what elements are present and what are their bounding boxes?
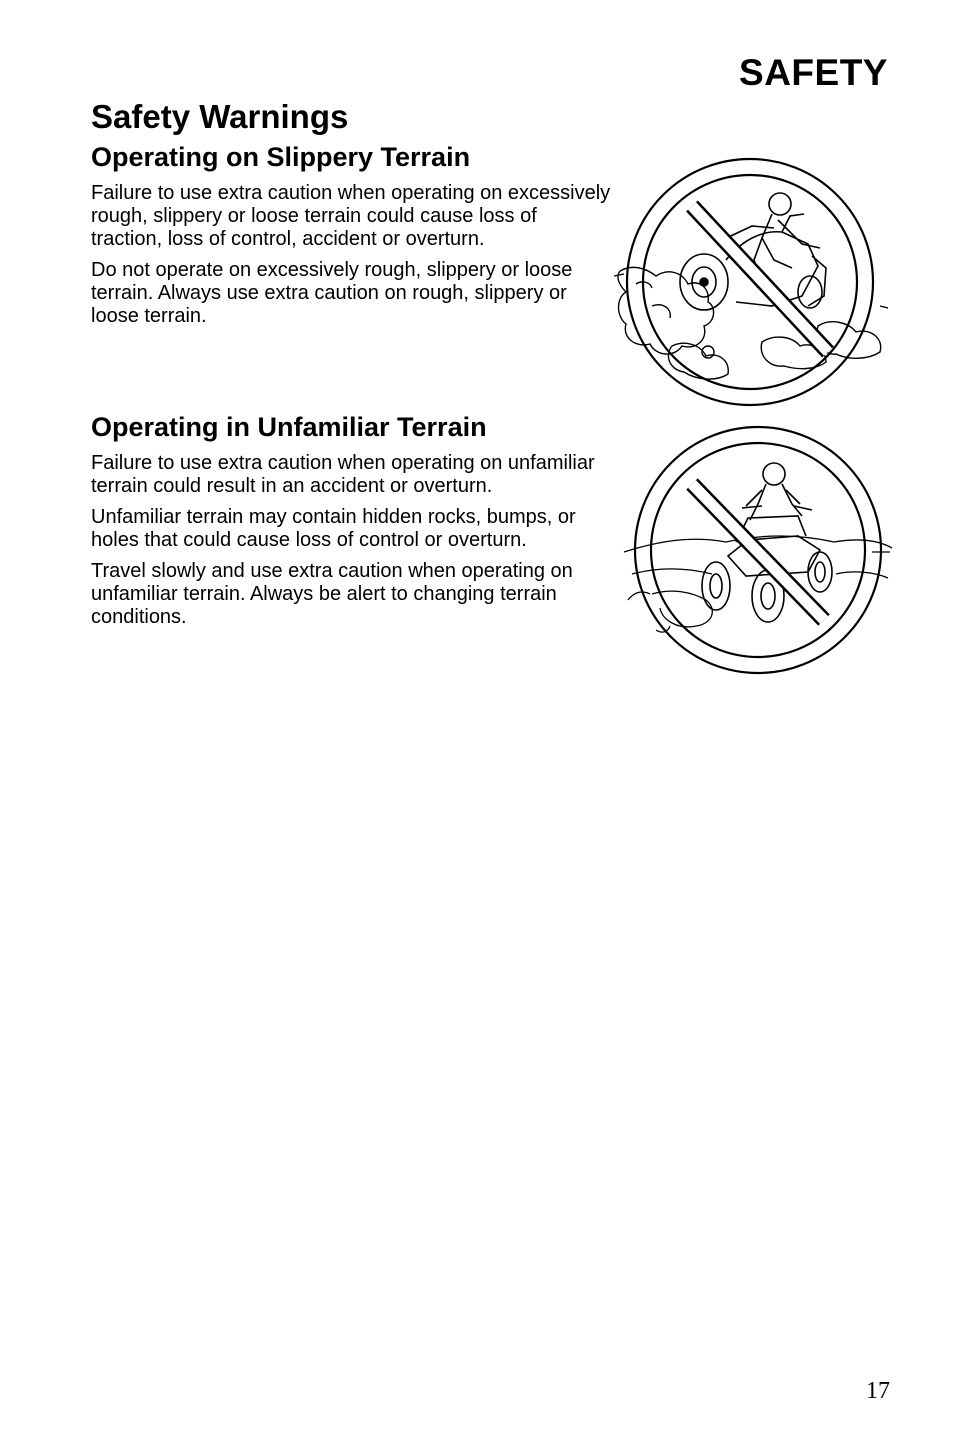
subsection-unfamiliar-terrain bbox=[91, 411, 611, 637]
paragraph: Do not operate on excessively rough, slippery or loose terrain. Always use extra caution on rough, slippery or loose terrain. bbox=[91, 259, 573, 327]
paragraph: Failure to use extra caution when operating on excessively rough, slippery or loose terrain could cause loss of traction, loss of control, accident or overturn. bbox=[91, 182, 611, 250]
prohibited-atv-unfamiliar-terrain-icon bbox=[622, 424, 894, 676]
page-number: 17 bbox=[866, 1378, 890, 1404]
chapter-title: SAFETY bbox=[739, 52, 888, 93]
paragraph: Unfamiliar terrain may contain hidden rocks, bumps, or holes that could cause loss of control or overturn. bbox=[91, 506, 576, 551]
subsection-heading: Operating in Unfamiliar Terrain bbox=[91, 412, 487, 442]
section-title: Safety Warnings bbox=[91, 98, 349, 135]
subsection-slippery-terrain bbox=[91, 141, 611, 336]
paragraph: Failure to use extra caution when operating on unfamiliar terrain could result in an accident or overturn. bbox=[91, 452, 595, 497]
subsection-heading: Operating on Slippery Terrain bbox=[91, 142, 471, 172]
paragraph: Travel slowly and use extra caution when operating on unfamiliar terrain. Always be alert to changing terrain conditions. bbox=[91, 560, 573, 628]
prohibited-atv-rough-terrain-icon bbox=[612, 156, 888, 408]
